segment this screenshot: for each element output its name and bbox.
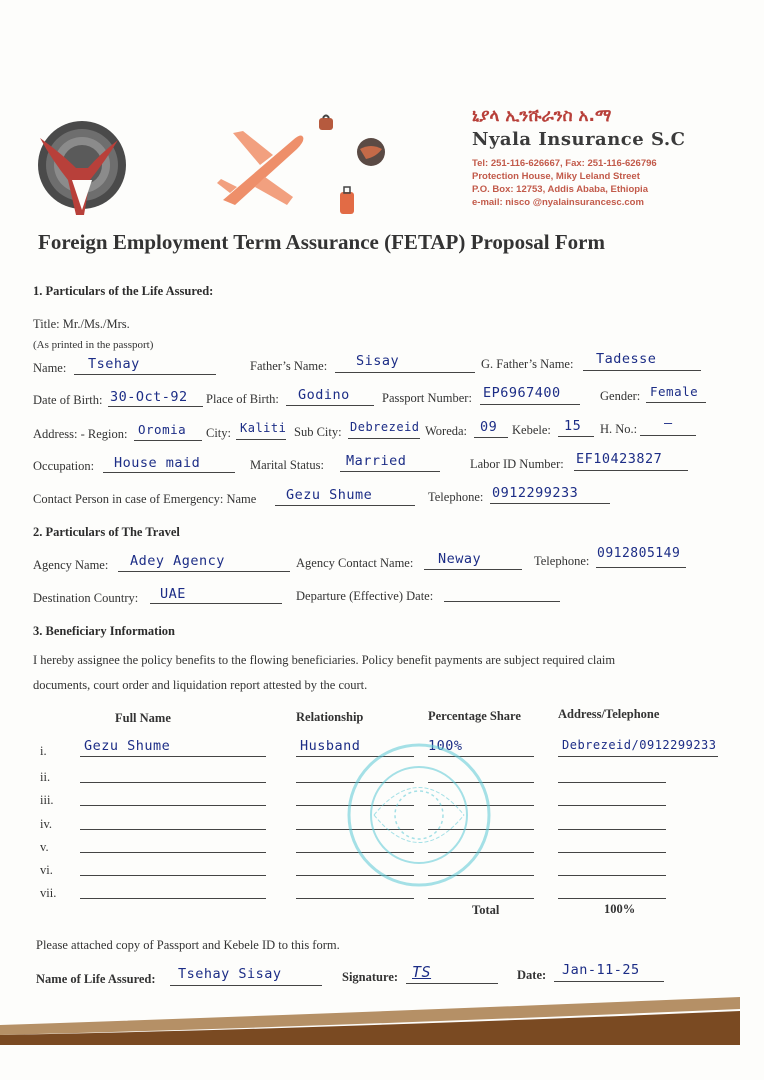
company-name: Nyala Insurance S.C bbox=[472, 129, 686, 150]
footer-swoosh bbox=[0, 995, 764, 1055]
emergency-telephone-label: Telephone: bbox=[428, 490, 484, 504]
beneficiary-name-line bbox=[80, 805, 266, 806]
region-value[interactable]: Oromia bbox=[138, 422, 187, 437]
beneficiary-row-number: iii. bbox=[40, 793, 54, 807]
beneficiary-row-number: ii. bbox=[40, 770, 51, 784]
agency-telephone-field-line bbox=[596, 567, 686, 568]
column-header-percentage: Percentage Share bbox=[428, 709, 521, 723]
beneficiary-name-line bbox=[80, 756, 266, 757]
gfather-name-label: G. Father’s Name: bbox=[481, 357, 574, 371]
emergency-contact-label: Contact Person in case of Emergency: Name bbox=[33, 492, 257, 506]
gender-value[interactable]: Female bbox=[650, 384, 699, 399]
beneficiary-name-line bbox=[80, 852, 266, 853]
passport-number-field-line bbox=[480, 404, 580, 405]
beneficiary-paragraph-line2: documents, court order and liquidation report attested by the court. bbox=[33, 678, 368, 692]
gender-field-line bbox=[646, 402, 706, 403]
region-field-line bbox=[134, 440, 202, 441]
name-label: Name: bbox=[33, 361, 67, 375]
beneficiary-relationship-value[interactable]: Husband bbox=[300, 738, 361, 754]
form-title: Foreign Employment Term Assurance (FETAP) Proposal Form bbox=[38, 230, 605, 254]
beneficiary-paragraph-line1: I hereby assignee the policy benefits to the flowing beneficiaries. Policy benefit payments are subject required claim bbox=[33, 653, 616, 667]
company-logo bbox=[30, 120, 130, 220]
beneficiary-share-line bbox=[428, 898, 534, 899]
house-number-value[interactable]: — bbox=[664, 415, 673, 431]
beneficiary-name-line bbox=[80, 898, 266, 899]
name-value[interactable]: Tsehay bbox=[88, 356, 140, 372]
dob-label: Date of Birth: bbox=[33, 393, 103, 407]
city-field-line bbox=[236, 439, 286, 440]
pob-value[interactable]: Godino bbox=[298, 387, 350, 403]
section2-heading: 2. Particulars of The Travel bbox=[33, 525, 180, 539]
total-label: Total bbox=[472, 903, 500, 917]
life-assured-name-field-line bbox=[170, 985, 322, 986]
emergency-contact-value[interactable]: Gezu Shume bbox=[286, 487, 373, 503]
agency-stamp bbox=[344, 740, 494, 890]
bag-icon bbox=[316, 112, 336, 132]
agency-contact-field-line bbox=[424, 569, 522, 570]
life-assured-name-value[interactable]: Tsehay Sisay bbox=[178, 966, 282, 982]
labor-id-field-line bbox=[574, 470, 688, 471]
labor-id-label: Labor ID Number: bbox=[470, 457, 564, 471]
signature-field-line bbox=[406, 983, 498, 984]
house-number-label: H. No.: bbox=[600, 422, 638, 436]
signature-label: Signature: bbox=[342, 970, 399, 984]
beneficiary-name-line bbox=[80, 782, 266, 783]
occupation-field-line bbox=[103, 472, 235, 473]
dob-value[interactable]: 30-Oct-92 bbox=[110, 389, 188, 405]
column-header-relationship: Relationship bbox=[296, 710, 364, 724]
marital-status-field-line bbox=[340, 471, 440, 472]
beneficiary-share-value[interactable]: 100% bbox=[428, 738, 463, 754]
beneficiary-address-line bbox=[558, 756, 718, 757]
woreda-label: Woreda: bbox=[425, 424, 468, 438]
subcity-label: Sub City: bbox=[294, 425, 342, 439]
section1-heading: 1. Particulars of the Life Assured: bbox=[33, 284, 214, 298]
contact-line-pobox: P.O. Box: 12753, Addis Ababa, Ethiopia bbox=[472, 184, 648, 195]
kebele-field-line bbox=[558, 436, 594, 437]
city-label: City: bbox=[206, 426, 232, 440]
section3-heading: 3. Beneficiary Information bbox=[33, 624, 175, 638]
contact-line-email: e-mail: nisco @nyalainsurancesc.com bbox=[472, 197, 644, 208]
subcity-field-line bbox=[348, 438, 420, 439]
title-label: Title: Mr./Ms./Mrs. bbox=[33, 317, 130, 331]
total-value: 100% bbox=[604, 902, 636, 916]
city-value[interactable]: Kaliti bbox=[240, 421, 287, 435]
region-label: Address: - Region: bbox=[33, 427, 128, 441]
beneficiary-address-line bbox=[558, 805, 666, 806]
beneficiary-name-value[interactable]: Gezu Shume bbox=[84, 738, 171, 754]
beneficiary-address-line bbox=[558, 898, 666, 899]
beneficiary-row-number: iv. bbox=[40, 817, 53, 831]
date-label: Date: bbox=[517, 968, 547, 982]
emergency-telephone-value[interactable]: 0912299233 bbox=[492, 485, 579, 501]
beneficiary-name-line bbox=[80, 829, 266, 830]
departure-date-label: Departure (Effective) Date: bbox=[296, 589, 434, 603]
beneficiary-row-number: vi. bbox=[40, 863, 53, 877]
agency-telephone-label: Telephone: bbox=[534, 554, 590, 568]
father-name-value[interactable]: Sisay bbox=[356, 353, 400, 369]
beneficiary-address-line bbox=[558, 829, 666, 830]
beneficiary-relationship-line bbox=[296, 898, 414, 899]
airplane-illustration bbox=[215, 125, 305, 210]
date-field-line bbox=[554, 981, 664, 982]
woreda-field-line bbox=[474, 437, 508, 438]
destination-country-label: Destination Country: bbox=[33, 591, 139, 605]
labor-id-value[interactable]: EF10423827 bbox=[576, 451, 663, 467]
agency-contact-label: Agency Contact Name: bbox=[296, 556, 414, 570]
column-header-full-name: Full Name bbox=[115, 711, 171, 725]
destination-country-value[interactable]: UAE bbox=[160, 586, 186, 602]
destination-country-field-line bbox=[150, 603, 282, 604]
passport-number-label: Passport Number: bbox=[382, 391, 472, 405]
emergency-contact-field-line bbox=[275, 505, 415, 506]
pob-field-line bbox=[286, 405, 374, 406]
contact-line-address: Protection House, Miky Leland Street bbox=[472, 171, 640, 182]
agency-name-field-line bbox=[118, 571, 290, 572]
agency-name-value[interactable]: Adey Agency bbox=[130, 553, 225, 569]
subcity-value[interactable]: Debrezeid bbox=[350, 420, 420, 434]
column-header-address: Address/Telephone bbox=[558, 707, 660, 721]
globe-icon bbox=[356, 137, 386, 167]
occupation-label: Occupation: bbox=[33, 459, 95, 473]
occupation-value[interactable]: House maid bbox=[114, 455, 201, 471]
marital-status-value[interactable]: Married bbox=[346, 453, 407, 469]
agency-name-label: Agency Name: bbox=[33, 558, 109, 572]
woreda-value[interactable]: 09 bbox=[480, 419, 498, 435]
agency-contact-value[interactable]: Neway bbox=[438, 551, 482, 567]
gfather-name-field-line bbox=[583, 370, 701, 371]
beneficiary-address-line bbox=[558, 782, 666, 783]
beneficiary-row-number: vii. bbox=[40, 886, 57, 900]
beneficiary-address-line bbox=[558, 852, 666, 853]
beneficiary-row-number: i. bbox=[40, 744, 47, 758]
dob-field-line bbox=[108, 406, 203, 407]
father-name-field-line bbox=[335, 372, 475, 373]
beneficiary-name-line bbox=[80, 875, 266, 876]
gfather-name-value[interactable]: Tadesse bbox=[596, 351, 657, 367]
house-number-field-line bbox=[640, 435, 696, 436]
marital-status-label: Marital Status: bbox=[250, 458, 324, 472]
beneficiary-address-value[interactable]: Debrezeid/0912299233 bbox=[562, 738, 717, 752]
name-field-line bbox=[74, 374, 216, 375]
company-name-amharic: ኒያላ ኢንሹራንስ አ.ማ bbox=[472, 106, 612, 126]
passport-number-value[interactable]: EP6967400 bbox=[483, 385, 561, 401]
passport-note: (As printed in the passport) bbox=[33, 339, 154, 351]
departure-date-field-line bbox=[444, 601, 560, 602]
pob-label: Place of Birth: bbox=[206, 392, 279, 406]
gender-label: Gender: bbox=[600, 389, 641, 403]
emergency-telephone-field-line bbox=[490, 503, 610, 504]
attach-note: Please attached copy of Passport and Kebele ID to this form. bbox=[36, 938, 340, 952]
agency-telephone-value[interactable]: 0912805149 bbox=[597, 546, 681, 561]
kebele-value[interactable]: 15 bbox=[564, 418, 582, 434]
beneficiary-row-number: v. bbox=[40, 840, 49, 854]
suitcase-icon bbox=[338, 186, 356, 216]
life-assured-name-label: Name of Life Assured: bbox=[36, 972, 156, 986]
signature-value[interactable]: TS bbox=[412, 963, 432, 981]
kebele-label: Kebele: bbox=[512, 423, 551, 437]
date-value[interactable]: Jan-11-25 bbox=[562, 962, 640, 978]
beneficiary-address-line bbox=[558, 875, 666, 876]
contact-line-tel: Tel: 251-116-626667, Fax: 251-116-626796 bbox=[472, 158, 657, 169]
father-name-label: Father’s Name: bbox=[250, 359, 328, 373]
